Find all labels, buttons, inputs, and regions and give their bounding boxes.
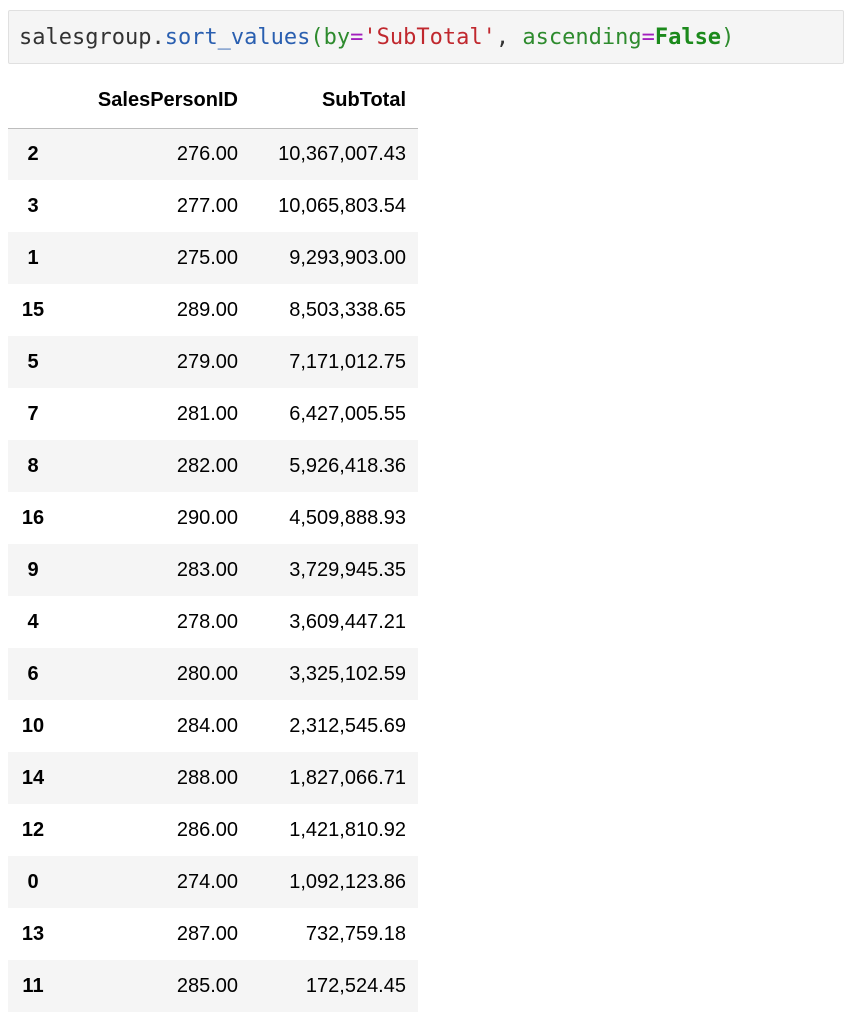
cell-salespersonid: 285.00: [176, 974, 238, 997]
cell-subtotal: 3,325,102.59: [289, 662, 406, 685]
table-row: [8, 232, 418, 284]
cell-salespersonid: 284.00: [176, 714, 238, 737]
cell-salespersonid: 274.00: [176, 870, 238, 893]
code-string-value: 'SubTotal': [363, 25, 496, 50]
code-close-paren: ): [721, 25, 735, 50]
cell-salespersonid: 286.00: [176, 818, 238, 841]
cell-subtotal: 9,293,903.00: [289, 246, 406, 269]
cell-salespersonid: 287.00: [176, 922, 238, 945]
row-index: 13: [21, 922, 45, 945]
table-row: [8, 596, 418, 648]
row-index: 1: [27, 246, 39, 269]
row-index: 2: [27, 142, 39, 165]
code-equals-2: =: [641, 25, 655, 50]
table-row: [8, 908, 418, 960]
index-header: [8, 74, 58, 128]
table-row: [8, 856, 418, 908]
table-row: [8, 752, 418, 804]
table-row: [8, 440, 418, 492]
cell-subtotal: 3,729,945.35: [289, 558, 406, 581]
table-row: [8, 960, 418, 1012]
row-index: 3: [27, 194, 39, 217]
code-comma: ,: [495, 25, 523, 50]
cell-subtotal: 10,065,803.54: [278, 194, 406, 217]
code-kwarg-by: by: [323, 25, 351, 50]
code-cell-input[interactable]: [8, 10, 844, 64]
table-row: [8, 284, 418, 336]
cell-subtotal: 10,367,007.43: [278, 142, 406, 165]
row-index: 8: [27, 454, 39, 477]
code-equals-1: =: [350, 25, 364, 50]
table-row: [8, 700, 418, 752]
row-index: 11: [22, 974, 44, 997]
cell-subtotal: 1,421,810.92: [289, 818, 406, 841]
cell-salespersonid: 282.00: [176, 454, 238, 477]
table-row: [8, 804, 418, 856]
cell-subtotal: 2,312,545.69: [289, 714, 406, 737]
cell-salespersonid: 275.00: [176, 246, 238, 269]
cell-subtotal: 732,759.18: [305, 922, 406, 945]
row-index: 15: [21, 298, 45, 321]
cell-subtotal: 8,503,338.65: [289, 298, 406, 321]
cell-salespersonid: 277.00: [176, 194, 238, 217]
table-row: [8, 544, 418, 596]
cell-subtotal: 7,171,012.75: [289, 350, 406, 373]
cell-salespersonid: 288.00: [176, 766, 238, 789]
table-row: [8, 336, 418, 388]
code-method: sort_values: [164, 25, 311, 50]
row-index: 5: [27, 350, 39, 373]
column-header-subtotal: SubTotal: [238, 74, 418, 128]
cell-salespersonid: 283.00: [176, 558, 238, 581]
code-bool-value: False: [654, 25, 722, 50]
cell-subtotal: 1,092,123.86: [289, 870, 406, 893]
table-body: [8, 128, 418, 1012]
table-header: [8, 74, 418, 128]
cell-salespersonid: 279.00: [176, 350, 238, 373]
column-header-salespersonid: SalesPersonID: [58, 74, 238, 128]
cell-salespersonid: 280.00: [176, 662, 238, 685]
table-row: [8, 180, 418, 232]
table-row: [8, 648, 418, 700]
table-row: [8, 128, 418, 180]
cell-subtotal: 1,827,066.71: [289, 766, 406, 789]
cell-subtotal: 4,509,888.93: [289, 506, 406, 529]
row-index: 4: [27, 610, 39, 633]
header-row: [8, 74, 418, 128]
row-index: 16: [21, 506, 45, 529]
row-index: 14: [21, 766, 45, 789]
cell-subtotal: 3,609,447.21: [289, 610, 406, 633]
code-kwarg-ascending: ascending: [522, 25, 642, 50]
code-open-paren: (: [310, 25, 324, 50]
cell-subtotal: 172,524.45: [305, 974, 406, 997]
row-index: 12: [21, 818, 45, 841]
cell-subtotal: 5,926,418.36: [289, 454, 406, 477]
row-index: 10: [21, 714, 45, 737]
table-row: [8, 492, 418, 544]
row-index: 9: [27, 558, 39, 581]
cell-salespersonid: 281.00: [176, 402, 238, 425]
row-index: 0: [27, 870, 39, 893]
cell-salespersonid: 289.00: [176, 298, 238, 321]
row-index: 6: [27, 662, 39, 685]
table-row: [8, 388, 418, 440]
cell-salespersonid: 276.00: [176, 142, 238, 165]
dataframe-output: [8, 74, 418, 1012]
code-dot: .: [151, 25, 165, 50]
cell-salespersonid: 290.00: [176, 506, 238, 529]
row-index: 7: [27, 402, 39, 425]
code-variable: salesgroup: [19, 25, 152, 50]
cell-subtotal: 6,427,005.55: [289, 402, 406, 425]
cell-salespersonid: 278.00: [176, 610, 238, 633]
